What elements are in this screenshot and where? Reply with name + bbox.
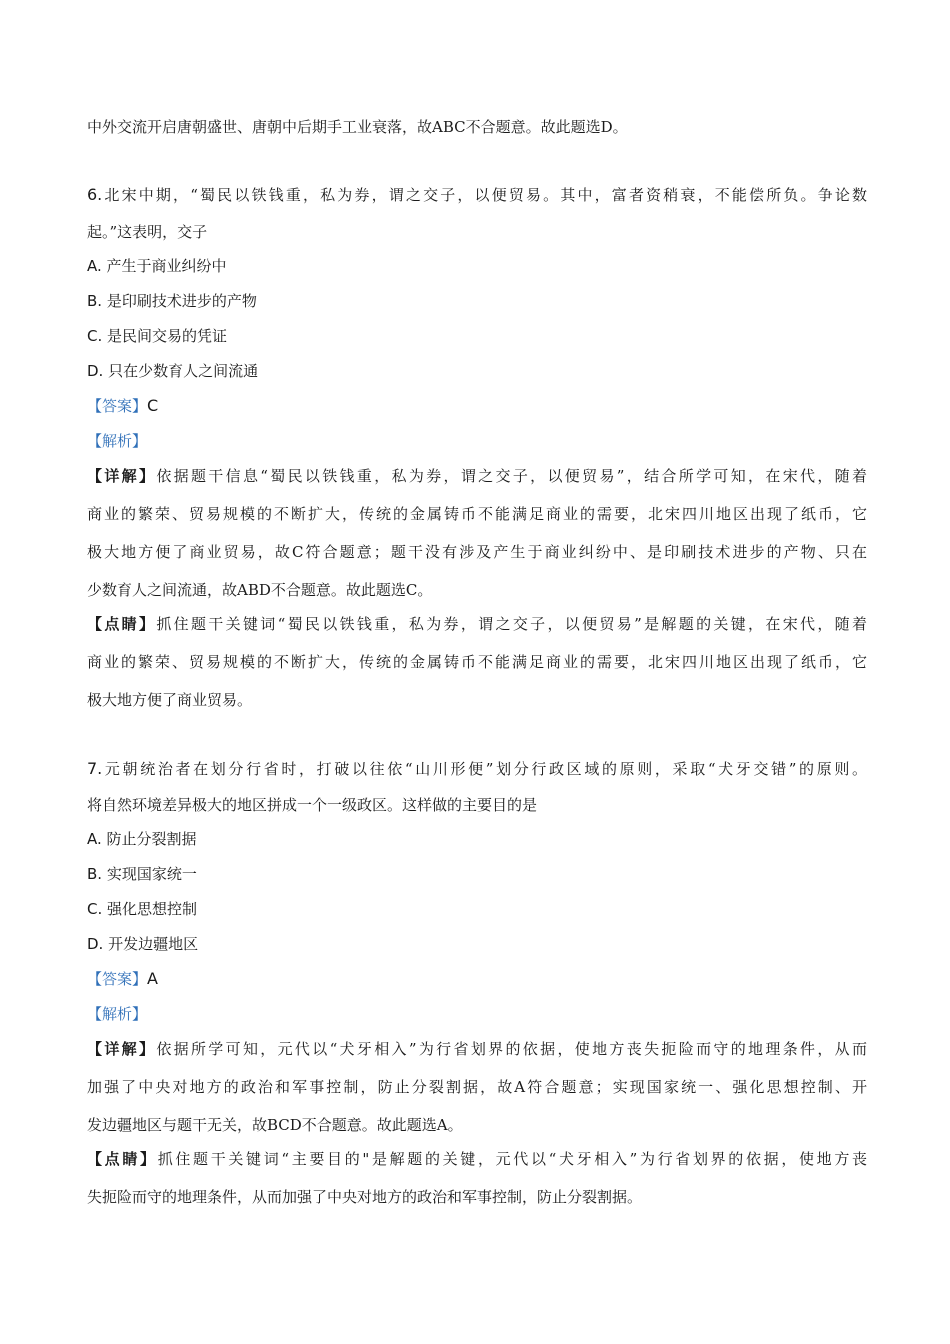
q7-option-a-text: 防止分裂割据 [106, 830, 197, 848]
q6-point-line-2: 商业的繁荣、贸易规模的不断扩大，传统的金属铸币不能满足商业的需要，北宋四川地区出现了纸币，它 [87, 653, 867, 671]
q7-detail-line-2: 加强了中央对地方的政治和军事控制，防止分裂割据，故A符合题意；实现国家统一、强化思想控制、开 [87, 1078, 867, 1096]
q7-option-c [87, 899, 867, 919]
q6-answer [87, 396, 867, 416]
q7-point-line-2: 失扼险而守的地理条件，从而加强了中央对地方的政治和军事控制，防止分裂割据。 [87, 1188, 643, 1206]
q6-detail-tag: 【详解】 [87, 467, 157, 485]
q6-stem-line-2: 起。”这表明，交子 [87, 223, 208, 241]
q6-option-a-letter: A. [87, 257, 102, 275]
q6-option-b-letter: B. [87, 292, 103, 310]
q7-option-d-text: 开发边疆地区 [108, 935, 199, 953]
q6-analysis-tag: 【解析】 [87, 432, 148, 450]
q6-option-a-text: 产生于商业纠纷中 [106, 257, 227, 275]
q6-option-b [87, 291, 867, 311]
q7-answer-value: A [147, 969, 158, 988]
q7-option-a-letter: A. [87, 830, 102, 848]
q7-number: 7. [87, 759, 103, 778]
q7-option-d-letter: D. [87, 935, 104, 953]
q7-option-b-letter: B. [87, 865, 103, 883]
q6-detail-line-4: 少数育人之间流通，故ABD不合题意。故此题选C。 [87, 581, 433, 599]
q7-answer [87, 969, 867, 989]
q7-analysis-tag: 【解析】 [87, 1005, 148, 1023]
q6-stem-text-1: 北宋中期，“蜀民以铁钱重，私为券，谓之交子，以便贸易。其中，富者资稍衰，不能偿所负。争论数 [102, 186, 867, 204]
q7-point-tag: 【点睛】 [87, 1150, 158, 1168]
q7-option-b-text: 实现国家统一 [106, 865, 197, 883]
q7-option-c-letter: C. [87, 900, 103, 918]
q7-option-c-text: 强化思想控制 [107, 900, 198, 918]
q6-number: 6. [87, 185, 103, 204]
q6-answer-tag: 【答案】 [87, 397, 148, 415]
q6-option-d-text: 只在少数育人之间流通 [108, 362, 259, 380]
q6-option-b-text: 是印刷技术进步的产物 [106, 292, 257, 310]
q6-answer-value: C [147, 396, 159, 415]
q6-stem-line-1 [87, 185, 867, 205]
q7-stem-text-1: 元朝统治者在划分行省时，打破以往依“山川形便”划分行政区域的原则，采取“犬牙交错”的原则。 [102, 760, 867, 778]
q7-point-text-1: 抓住题干关键词“主要目的"是解题的关键，元代以“犬牙相入”为行省划界的依据，使地方丧 [157, 1150, 867, 1168]
q7-detail-line-1 [87, 1039, 867, 1059]
q6-detail-text-1: 依据题干信息“蜀民以铁钱重，私为券，谓之交子，以便贸易”，结合所学可知，在宋代，随着 [156, 467, 867, 485]
q6-detail-line-1 [87, 466, 867, 486]
q7-detail-line-3: 发边疆地区与题干无关，故BCD不合题意。故此题选A。 [87, 1116, 463, 1134]
q7-option-b [87, 864, 867, 884]
q6-option-d [87, 361, 867, 381]
q6-detail-line-2: 商业的繁荣、贸易规模的不断扩大，传统的金属铸币不能满足商业的需要，北宋四川地区出现了纸币，它 [87, 505, 867, 523]
q7-stem-line-2: 将自然环境差异极大的地区拼成一个一级政区。这样做的主要目的是 [87, 796, 538, 814]
q6-option-a [87, 256, 867, 276]
q6-point-line-3: 极大地方便了商业贸易。 [87, 691, 253, 709]
q6-option-c-text: 是民间交易的凭证 [107, 327, 228, 345]
q6-point-tag: 【点睛】 [87, 615, 157, 633]
q6-point-text-1: 抓住题干关键词“蜀民以铁钱重，私为券，谓之交子，以便贸易”是解题的关键，在宋代，随着 [156, 615, 867, 633]
q7-option-d [87, 934, 867, 954]
q6-detail-line-3: 极大地方便了商业贸易，故C符合题意；题干没有涉及产生于商业纠纷中、是印刷技术进步的产物、只在 [87, 543, 867, 561]
q7-stem-line-1 [87, 759, 867, 779]
q7-point-line-1 [87, 1149, 867, 1169]
q6-option-d-letter: D. [87, 362, 104, 380]
intro-line: 中外交流开启唐朝盛世、唐朝中后期手工业衰落，故ABC不合题意。故此题选D。 [87, 118, 628, 136]
q6-point-line-1 [87, 614, 867, 634]
q7-answer-tag: 【答案】 [87, 970, 148, 988]
q6-option-c [87, 326, 867, 346]
q7-detail-tag: 【详解】 [87, 1040, 157, 1058]
q7-option-a [87, 829, 867, 849]
q6-option-c-letter: C. [87, 327, 103, 345]
q7-detail-text-1: 依据所学可知，元代以“犬牙相入”为行省划界的依据，使地方丧失扼险而守的地理条件，从而 [156, 1040, 867, 1058]
